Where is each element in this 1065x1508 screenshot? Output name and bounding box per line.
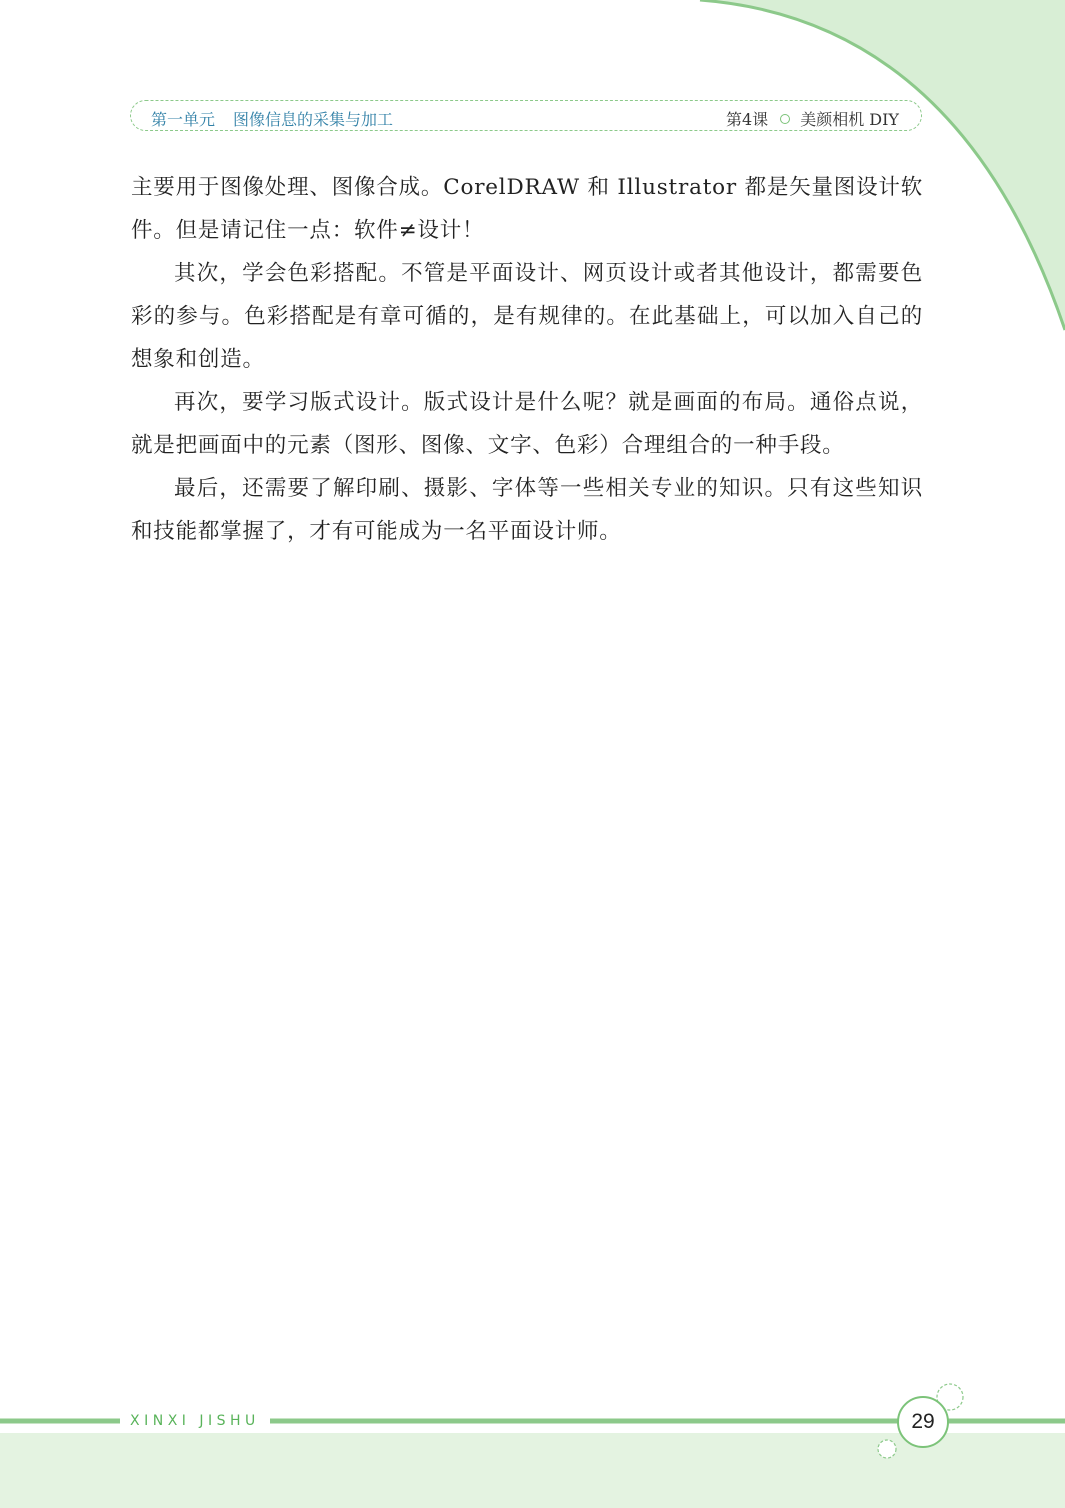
body-text (131, 166, 923, 553)
unit-label: 第一单元 (151, 110, 216, 129)
unit-title: 图像信息的采集与加工 (233, 110, 394, 129)
circle-separator-icon (780, 114, 790, 124)
running-header (130, 100, 922, 131)
footer-label: XINXI JISHU (130, 1413, 260, 1429)
paragraph: 最后，还需要了解印刷、摄影、字体等一些相关专业的知识。只有这些知识和技能都掌握了，才有可能成为一名平面设计师。 (131, 476, 923, 544)
paragraph: 主要用于图像处理、图像合成。CorelDRAW 和 Illustrator 都是矢量图设计软件。但是请记住一点：软件≠设计！ (131, 175, 923, 243)
lesson-label: 第4课 (726, 110, 769, 129)
unit-heading (151, 107, 393, 130)
footer-band (0, 1433, 1065, 1508)
paragraph: 再次，要学习版式设计。版式设计是什么呢？就是画面的布局。通俗点说，就是把画面中的元素（图形、图像、文字、色彩）合理组合的一种手段。 (131, 390, 923, 458)
lesson-title: 美颜相机 DIY (800, 110, 899, 129)
page-number: 29 (897, 1396, 949, 1448)
lesson-heading (726, 107, 899, 130)
paragraph: 其次，学会色彩搭配。不管是平面设计、网页设计或者其他设计，都需要色彩的参与。色彩搭配是有章可循的，是有规律的。在此基础上，可以加入自己的想象和创造。 (131, 261, 923, 372)
bubble-icon (878, 1440, 896, 1458)
